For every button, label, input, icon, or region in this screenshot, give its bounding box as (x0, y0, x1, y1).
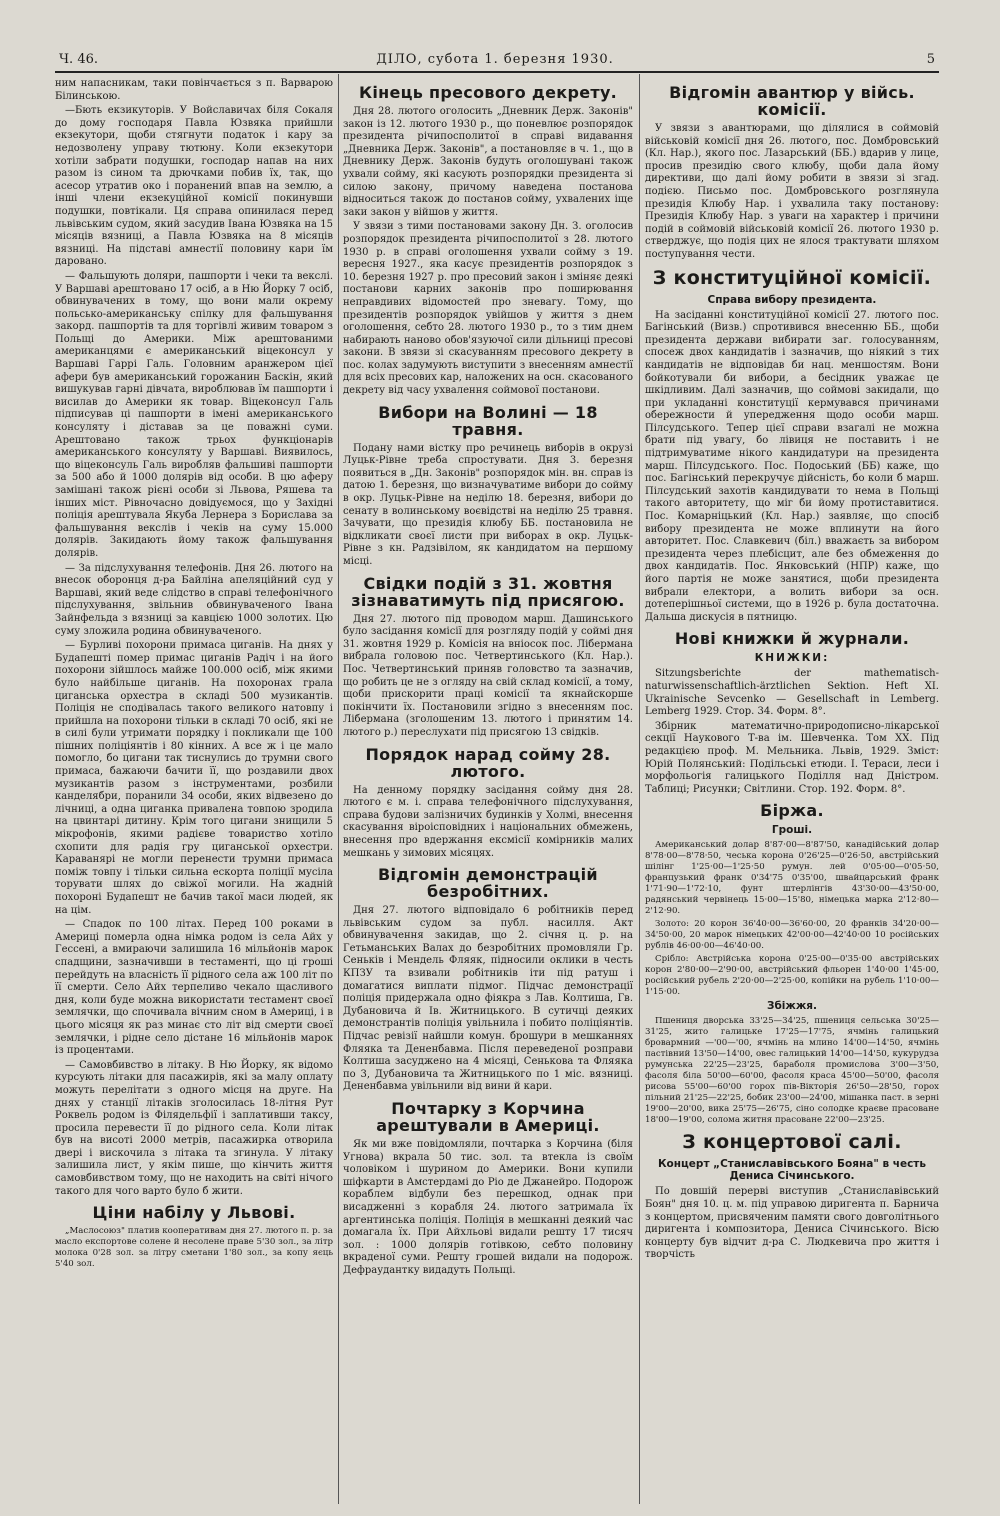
column-divider (639, 74, 640, 1504)
exchange-gold: Золото: 20 корон 36'40·00—36'60·00, 20 франків 34'20·00—34'50·00, 20 марок німецьких 42'00·00—42'40·00 10 російських рублів 46·00·00—46'40·00. (645, 919, 939, 952)
headline-sejm-agenda: Порядок нарад сойму 28. лютого. (365, 744, 611, 781)
paragraph: У звязи з авантюрами, що ділялися в соймовій військовій комісії дня 26. лютого, пос. Домбровський (Кл. Нар.), якого пос. Лазарський (ББ.) вдарив у лице, просив президію свого клюбу, щоби дала йому директиви, що далі йому робити в звязи зі згад. подією. Письмо пос. Домбровського розглянула президія Клюбу Нар. і ухвалила таку постанову: Президія Клюбу Нар. з уваги на характер і причини подій в соймовій військовій комісії 26. лютого 1930 р. стверджує, що подія цих не ялося трактувати шляхом поступування чести. (645, 123, 939, 260)
paragraph: По довшій перерві виступив „Станиславівський Боян" дня 10. ц. м. під управою диригента п. Барнича з концертом, присвяченим памяти свого довголітнього диригента і композитора, Дениса Січинського. Вісю концерту був відчит д-ра С. Людкевича про життя і творчість (645, 1186, 939, 1261)
headline-exchange: Біржа. (760, 801, 824, 821)
masthead: ДІЛО, субота 1. березня 1930. (376, 52, 614, 67)
subheadline: Гроші. (771, 824, 813, 837)
headline-military-commission: Відгомін авантюр у війсь. комісії. (669, 83, 915, 119)
paragraph: Як ми вже повідомляли, почтарка з Корчина (біля Угнова) вкрала 50 тис. зол. та втекла із своїм чоловіком і шурином до Америки. Вони купили шіфкарти в Амстердамі до Ріо де Джанейро. Подорож кораблем відбули без перешкод, однак при висадженні з корабля 24. лютого затримала їх аргентинська поліція. Поліція в мешканні деякий час домагала їх. При Айхльові видали решту 17 тисяч зол. : 1000 долярів готівкою, себто половину вкраденої суми. Решту грошей видали на подорож. Дефраудантку видадуть Польщі. (343, 1139, 633, 1276)
paragraph: Дня 27. лютого під проводом марш. Дашинського було засідання комісії для розгляду подій у соймі дня 31. жовтня 1929 р. Комісія на вніосок пос. Лібермана вибрала головою пос. Четвертинського (Кл. Нар.). Пос. Четвертинський приняв головство та зазначив, що робить це не з огляду на свій склад комісії, а тому, щоби прискорити праці комісії та якнайскорше покінчити їх. Постановили згідно з внесенням пос. Лібермана (зголошеним 13. лютого і принятим 14. лютого р.) переслухати під присягою 13 свідків. (343, 613, 633, 738)
book-entry: Збірник математично-природописно-лікарської секції Наукового Т-ва ім. Шевченка. Том XX. Під редакцією проф. М. Мельника. Львів, 1929. Зміст: Юрій Полянський: Подільські етюди. І. Тераси, леси і морфольогія галицького Поділля над Дністром. Таблиці; Рисунки; Світлини. Стор. 192. Форм. 8°. (645, 720, 939, 795)
paragraph: Подану нами вістку про речинець виборів в окрузі Луцьк-Рівне треба спростувати. Дня 3. березня появиться в „Дн. Законів" розпорядок мін. вн. справ із датою 1. березня, що визначуватиме вибори до сойму в окр. Луцьк-Рівне на неділю 18. березня, вибори до сенату в волинському воєвідстві на неділю 25 травня. Зачувати, що президія клюбу ББ. постановила не відкликати своєї листи при виборах в окр. Луцьк-Рівне з кн. Радзівілом, як кандидатом на першому місці. (343, 442, 633, 567)
header-rule (55, 71, 939, 73)
column-2 (343, 78, 633, 1503)
book-entry: Sitzungsberichte der mathematisch-naturwissenschaftlich-ärztlichen Sektion. Heft XI. Ukrainische Sevcenko — Gesellschaft in Lemberg. Lemberg 1929. Стор. 34. Форм. 8°. (645, 668, 939, 718)
column-divider (338, 74, 339, 1504)
paragraph: На засіданні конституційної комісії 27. лютого пос. Багінський (Визв.) спротивився внесенню ББ., щоби президента держави вибирати заг. голосуванням, спосеж двох кандидатів і зазначив, що ніякий з тих кандидатів не відповідав би нац. меншостям. Вони бойкотували би вибори, а бесідник уважає це шкідливим. Далі зазначив, що соймові закидали, що при укладанні конституції кермувався причинами обережности й упередження щодо особи марш. Пілсудського. Тепер цієї справи взагалі не можна брати під увагу, бо лівиця не поставить і не підтримуватиме нікого кандидатури на президента марш. Пілсудського. Пос. Подоський (ББ) каже, що пос. Багінський перекручує дійсність, бо коли б марш. Пілсудський захотів кандидувати то нема в Польщі такого авторитету, що міг би йому протиставитися. Пос. Комарніцький (Кл. Нар.) заявляє, що спосіб вибору президента не може вплинути на його авторитет. Пос. Славкевич (біл.) вважаєть за вибором президента через плебісцит, але без обмеження до двох кандидатів. Пос. Янковський (НПР) каже, що його партія не може занятися, щоби президента вибрали електори, а волить вибори за осн. дотеперішньої системи, що в 1926 р. була достаточна. Дальша дискусія в пятницю. (645, 309, 939, 623)
headline-postmistress: Почтарку з Корчина арештували в Америці. (376, 1099, 600, 1135)
headline-press-decree: Кінець пресового декрету. (358, 83, 618, 102)
headline-constitutional-commission: З конституційної комісії. (652, 266, 932, 289)
news-item-wiretap: — За підслухування телефонів. Дня 26. лютого на внесок оборонця д-ра Байліна апеляційний суд у Варшаві, який веде слідство в справі телефонічного підслухування, звільнив обвинуваченого Івана Зайнфельда з вязниці за кавцією 1000 золотих. Цю суму зложила родина обвинуваченого. (55, 562, 333, 637)
column-3 (645, 78, 939, 1503)
paragraph: У звязи з тими постановами закону Дн. З. оголосив розпорядок президента річипосполитої з 28. лютого 1930 р. в справі оголошення ухвали сойму з 19. вересня 1927., яка касує президентів розпорядок з 10. березня 1927 р. про пресовий закон і зміняє деякі постанови карних законів про поширювання неправдивих відомостей про зневагу. Тому, що президентів розпорядок увійшов у життя з днем оголошення, себто 28. лютого 1930 р., то з тим днем набирають наново обов'язуючої сили дільниці пресові закони. В звязи зі скасуванням пресового декрету в пос. колах задумують виступити з внесенням амнестії для всіх пресових кар, наложених на осн. скасованого декрету від часу ухвалення соймової постанови. (343, 221, 633, 397)
headline-concert-hall: З концертової салі. (682, 1131, 902, 1154)
headline-new-books: Нові книжки й журнали. (674, 629, 910, 649)
subheadline: Концерт „Станиславівського Бояна" в честь Дениса Січинського. (657, 1158, 927, 1183)
paragraph: На денному порядку засідання сойму дня 28. лютого є м. і. справа телефонічного підслухування, справа будови залізничих будинків у Холмі, внесення скасування віроісповідних і національних обмежень, внесення про вдержання ексмісії комірників малих мешкань у зимових місяцях. (343, 784, 633, 859)
subheadline: Збіжжя. (766, 1000, 818, 1013)
news-item-gypsy-funeral: — Бурливі похорони примаса циганів. На днях у Будапешті помер примас циганів Радіч і на його похорони зійшлось майже 100.000 осіб, між якими було найбільше циганів. На похоронах грала циганська орхестра в складі 500 музикантів. Поліція не сподівалась такого великого натовпу і прийшла на похорони тільки в складі 70 осіб, які не в силі були утримати порядку і покликали ще 100 пішних поліціянтів і 80 кінних. А все ж і це мало помогло, бо цигани так тиснулись до трумни свого примаса, бажаючи бачити її, що роздавили двох музикантів разом з інструментами, розбили канделябри, поранили 34 особи, яких відвезено до лічниці, а одна циганка привалена товпою зродила на цвинтарі дитину. Крім того цигани знищили 5 мікрофонів, якими радієве товариство хотіло схопити для радія гру циганської орхестри. Караванярі не могли перенести трумни примаса поміж товпу і тільки сильна ескорта поліції мусіла торувати шлях до свіжої могили. На жадній похороні Будапешт не бачив такої маси людей, як на цім. (55, 640, 333, 916)
exchange-currencies: Американський долар 8'87·00—8'87'50, канадійський долар 8'78·00—8'78·50, чеська корона 0'26'25—0'26·50, австрійський шілінг 1'25·00—1'25·50 румун. лей 0'05·00—0'05·50, французький франк 0'34'75 0'35'00, швайцарський франк 1'71·90—1'72·10, фунт штерлінгів 43'30·00—43'50·00, радянський червінець 15·00—15'80, німецька марка 2'12·80—2'12·90. (645, 840, 939, 917)
paragraph: ним напасникам, таки повінчається з п. Варварою Білинською. (55, 78, 333, 102)
subheadline: Справа вибору президента. (707, 293, 877, 306)
news-item-collectors: —Бють екзикуторів. У Войславичах біля Сокаля до дому господаря Павла Юзвяка прийшли екзекутори, щоби стягнути податок і кару за недозволену управу тютюну. Коли екзекутори хотіли забрати подушки, господар напав на них разом із сином та дрючками побив їх, так, що асесор утратив око і поранений впав на землю, а інші члени екзекуційної комісії покинувши подушки, повтікали. Ця справа опинилася перед львівським судом, який засудив Івана Юзвяка на 15 місяців вязниці, а Павла Юзвяка на 8 місяців вязниці. На підставі амнестії половину кари їм дарованo. (55, 105, 333, 268)
news-item-plane-suicide: — Самовбивство в літаку. В Ню Йорку, як відомо курсують літаки для пасажирів, які за малу оплату можуть перелітати з одного місця на друге. На днях у станції літаків зголосилась 18-літня Рут Роквель родом із Філядельфії і заплативши таксу, просила перевести її до рідного села. Коли літак був на висоті 2000 метрів, пасажирка отворила двері і вискочила з літака та згинула. У літаку залишила лист, у якім пише, що кінчить життя самовбивством тому, що не находить на світі нічого такого для чого варто було б жити. (55, 1059, 333, 1197)
page-number-right: 5 (926, 52, 935, 67)
headline-dairy-prices: Ціни набілу у Львові. (92, 1203, 296, 1223)
subheadline: КНИЖКИ: (754, 652, 830, 665)
headline-witnesses: Свідки подій з 31. жовтня зізнаватимуть під присягою. (351, 573, 625, 610)
headline-volyn-elections: Вибори на Волині — 18 травня. (378, 402, 598, 439)
page-header (55, 52, 935, 70)
headline-unemployed-demo: Відгомін демонстрацій безробітних. (378, 865, 598, 902)
paragraph: Дня 27. лютого відповідало 6 робітників перед львівським судом за публ. насилля. Акт обвинувачення закидав, що 2. січня ц. р. на Гетьманських Валах до безробітних промовляли Гр. Сеньків і Мендель Фляяк, підносили оклики в честь КПЗУ та взивали робітників іти під ратуш і домагатися виплати підмог. Підчас демонстрації поліція придержала одно фіякра з Лав. Колтиша, Гв. Дубановича й Ів. Житницького. В сутичці деяких демонстрантів поліція увільнила і побито поліціянтів. Підчас ревізії найшли комун. брошури в мешканнях Фляяка та Дененбавма. Після переведеної розправи Колтиша засуджено на 4 місяці, Сенькова та Фляяка по 3, Дубановича та Житницького по 1 міс. вязниці. Дененбавма увільнили від вини й кари. (343, 905, 633, 1093)
dairy-prices-text: „Маслосоюз" платив кооперативам дня 27. лютого п. р. за масло експортове солене й несолене праве 5'30 зол., за літр молока 0'28 зол. за літру сметани 1'80 зол., за копу яєць 5'40 зол. (55, 1226, 333, 1270)
paragraph: Дня 28. лютого оголосить „Дневник Держ. Законів" закон із 12. лютого 1930 р., що поневлює розпорядок президента річипосполитої в справі видавання „Дневника Держ. Законів", а постановляє в ч. 1., що в Дневнику Держ. Законів будуть оголошувані також ухвали сойму, які касують розпорядки президента зі силою закону, причому наведена постанова відноситься також до постанов сойму, ухвалених іще заки закон у війшов у життя. (343, 106, 633, 218)
exchange-grain: Пшениця дворська 33'25—34'25, пшениця сельська 30'25—31'25, жито галицьке 17'25—17'75, ячмінь галицький бровармний —'00—'00, ячмінь на млино 14'00—14'50, ячмінь пастівний 13'50—14'00, овес галицький 14'00—14'50, кукурудза румунська 22'25—23'25, бараболя промислова 3'00—3'50, фасоля біла 50'00—60'00, фасоля краса 45'00—50'00, фасоля рисова 55'00—60'00 горох пів-Вікторія 26'50—28'50, горох пільний 21'25—22'25, бобик 23'00—24'00, мішанка паст. в зерні 19'00—20'00, вика 25'75—26'75, сіно солодке краєве прасоване 18'00—19'00, солома житня прасоване 22'00—23'25. (645, 1016, 939, 1126)
exchange-silver: Срібло: Австрійська корона 0'25·00—0'35·00 австрійських корон 2'80·00—2'90·00, австрійський фльорен 1'40·00 1'45·00, російський рубель 2'20·00—2'25·00, копійки на рубель 1'10·00—1'15·00. (645, 954, 939, 998)
page-number-left: Ч. 46. (59, 52, 98, 67)
news-item-forgers: — Фальшують доляри, пашпорти і чеки та векслі. У Варшаві арештовано 17 осіб, а в Ню Йорку 7 осіб, обвинувачених в тому, що вони мали окрему польсько-американську спілку для фальшування закорд. пашпортів та для торгівлі живим товаром з Польщі до Америки. Між арештованими американцями є американський віцеконсул у Варшаві Гаррі Галь. Головним аранжером цієї афери був американський горожанин Баскін, який вишукував гарні дівчата, вироблював їм пашпорти і висилав до Америки як товар. Віцеконсул Галь підписував ці пашпорти в імені американського консуляту і діставав за це поважні суми. Арештовано також трьох функціонарів американського консуляту у Варшаві. Виявилось, що віцеконсуль Галь виробляв фальшиві пашпорти за 500 або й 1000 долярів від особи. В цю аферу замішані також рієні особи зі Львова, Ряшева та інших міст. Рівночасно довідуємося, що у Західні поліція арештувала Якуба Лернера з Борислава за фальшування векслів і чеків на суму 15.000 долярів. Закидають йому також фальшування долярів. (55, 270, 333, 559)
column-1 (55, 78, 333, 1503)
news-item-inheritance: — Спадок по 100 літах. Перед 100 роками в Америці померла одна німка родом із села Айх у Гессені, а вмираючи залишила 16 мільйонів марок спадщини, зазначивши в тестаменті, що ці гроші перейдуть на власність її рідного села аж 100 літ по її смерти. Село Айх терпеливо чекало щасливого дня, коли буде можна використати тестамент своєї землячки, що спочивала вічним сном в Америці, і в цього місяця як раз минає сто літ від смерти своєї землячки, і рідне село дістане 16 мільйонів марок із процентами. (55, 919, 333, 1057)
